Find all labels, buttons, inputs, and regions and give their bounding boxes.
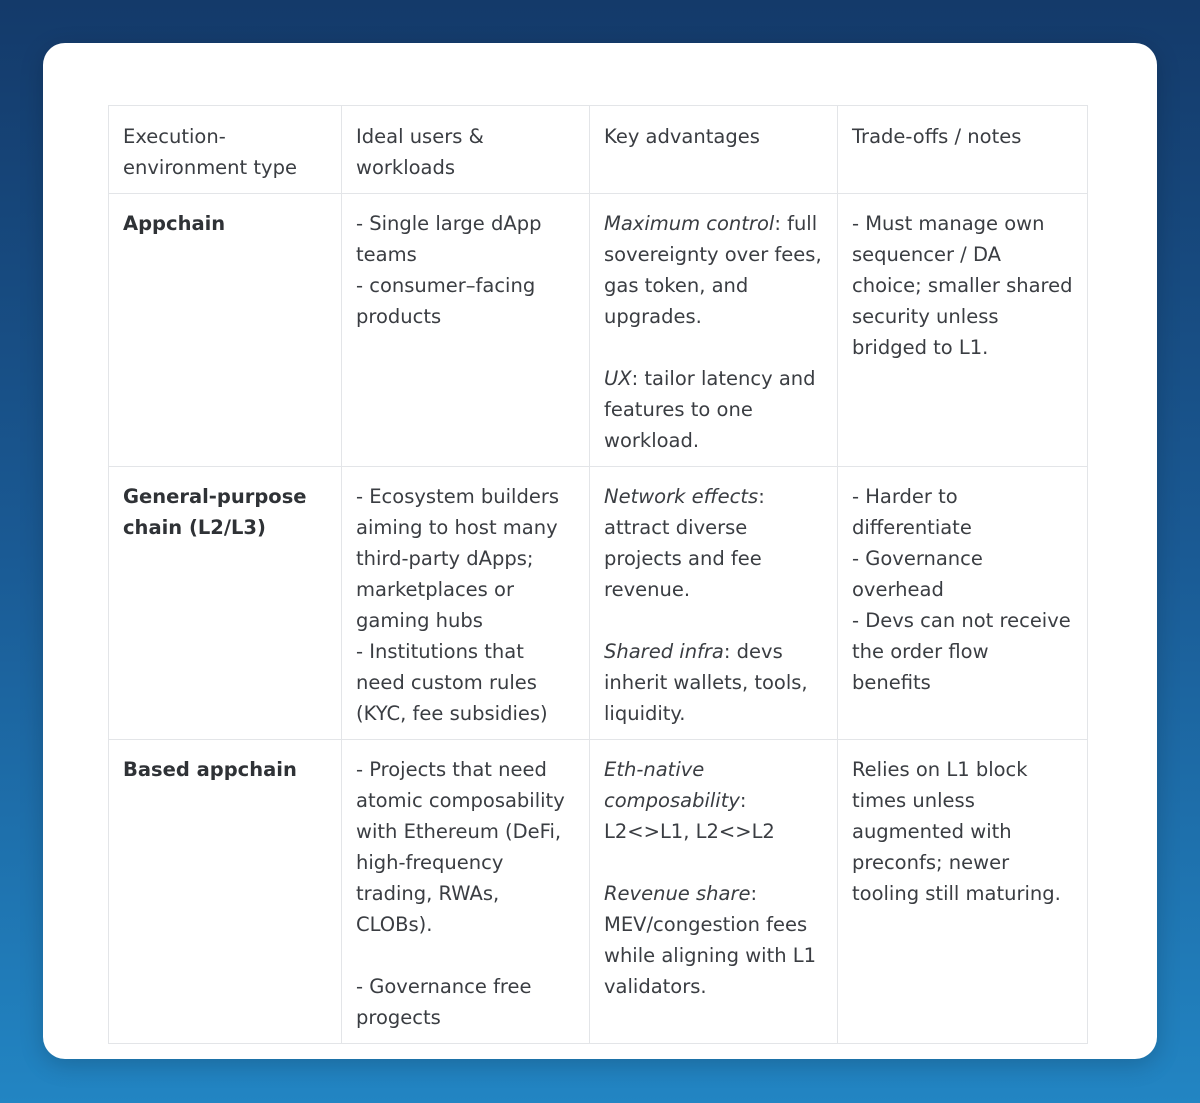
advantage-label: Eth-native composability <box>604 758 740 812</box>
advantage-item <box>604 878 823 1002</box>
row-type: Based appchain <box>109 740 342 1044</box>
users-item: - Projects that need atomic composability with Ethereum (DeFi, high-frequency trading, RWAs, CLOBs). <box>356 758 565 936</box>
advantage-label: Revenue share <box>604 882 751 905</box>
advantages-cell <box>590 194 838 467</box>
advantage-text: : tailor latency and features to one workload. <box>604 367 816 452</box>
header-advantages: Key advantages <box>590 106 838 194</box>
table-row <box>109 740 1088 1044</box>
tradeoff-item: - Must manage own sequencer / DA choice; smaller shared security unless bridged to L1. <box>852 212 1073 359</box>
advantage-text: : full sovereignty over fees, gas token, and upgrades. <box>604 212 822 328</box>
tradeoffs-cell <box>838 740 1088 1044</box>
row-type: General-purpose chain (L2/L3) <box>109 467 342 740</box>
users-cell <box>342 467 590 740</box>
tradeoff-item: Relies on L1 block times unless augmented with preconfs; newer tooling still maturing. <box>852 758 1061 905</box>
tradeoff-item: - Governance overhead <box>852 547 983 601</box>
table-row <box>109 467 1088 740</box>
advantage-label: Network effects <box>604 485 759 508</box>
users-item: - Governance free progects <box>356 975 532 1029</box>
users-cell <box>342 194 590 467</box>
users-cell <box>342 740 590 1044</box>
comparison-table <box>108 105 1088 1044</box>
advantage-label: Maximum control <box>604 212 775 235</box>
tradeoffs-cell <box>838 194 1088 467</box>
header-type: Execution-environment type <box>109 106 342 194</box>
advantage-label: Shared infra <box>604 640 724 663</box>
advantage-text: : L2<>L1, L2<>L2 <box>604 789 775 843</box>
table-row <box>109 194 1088 467</box>
row-type: Appchain <box>109 194 342 467</box>
advantages-cell <box>590 740 838 1044</box>
advantage-item <box>604 363 823 456</box>
header-users: Ideal users & workloads <box>342 106 590 194</box>
advantage-item <box>604 208 823 332</box>
advantage-item <box>604 481 823 605</box>
users-item: - Single large dApp teams <box>356 212 542 266</box>
advantages-cell <box>590 467 838 740</box>
advantage-text: : attract diverse projects and fee revenue. <box>604 485 765 601</box>
advantage-text: : MEV/congestion fees while aligning with L1 validators. <box>604 882 817 998</box>
content-card <box>43 43 1157 1059</box>
users-item: - Ecosystem builders aiming to host many third-party dApps; marketplaces or gaming hubs <box>356 485 560 632</box>
tradeoff-item: - Harder to differentiate <box>852 485 972 539</box>
advantage-text: : devs inherit wallets, tools, liquidity. <box>604 640 808 725</box>
table-header-row <box>109 106 1088 194</box>
advantage-item <box>604 636 823 729</box>
header-tradeoffs: Trade-offs / notes <box>838 106 1088 194</box>
users-item: - consumer–facing products <box>356 274 536 328</box>
advantage-label: UX <box>604 367 632 390</box>
tradeoffs-cell <box>838 467 1088 740</box>
tradeoff-item: - Devs can not receive the order flow benefits <box>852 609 1071 694</box>
advantage-item <box>604 754 823 847</box>
users-item: - Institutions that need custom rules (KYC, fee subsidies) <box>356 640 548 725</box>
